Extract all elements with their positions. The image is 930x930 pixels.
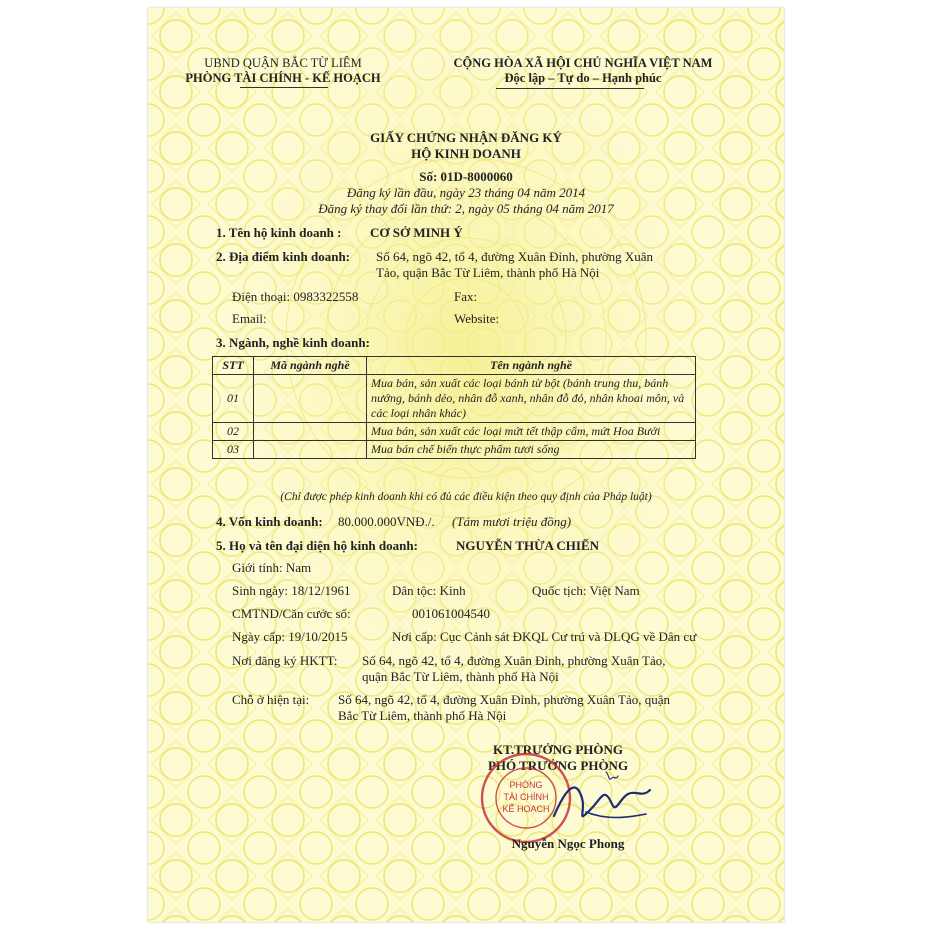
certificate-number: Số: 01D-8000060 [419, 169, 513, 184]
business-email: Email: [232, 311, 267, 326]
table-row [213, 375, 696, 423]
signer-name: Nguyễn Ngọc Phong [511, 836, 625, 851]
legal-condition-note: (Chỉ được phép kinh doanh khi có đủ các điều kiện theo quy định của Pháp luật) [280, 491, 652, 503]
column-header: Mã ngành nghề [254, 357, 367, 375]
id-issue-date: Ngày cấp: 19/10/2015 [232, 629, 348, 644]
row-stt: 03 [213, 441, 254, 459]
stamp-text-line2: TÀI CHÍNH [503, 792, 549, 802]
representative-name: NGUYỄN THỪA CHIẾN [456, 538, 600, 553]
handwritten-signature [546, 768, 656, 838]
row-code [254, 441, 367, 459]
country-motto: Độc lập – Tự do – Hạnh phúc [504, 71, 662, 85]
table-row [213, 423, 696, 441]
representative-ethnicity: Dân tộc: Kinh [392, 583, 466, 598]
registered-residence-line2: quận Bắc Từ Liêm, thành phố Hà Nội [362, 669, 559, 684]
business-address-line1: Số 64, ngõ 42, tổ 4, đường Xuân Đỉnh, phường Xuân [376, 249, 653, 264]
business-fax: Fax: [454, 289, 478, 304]
stamp-text-line3: KẾ HOẠCH [502, 804, 550, 814]
current-residence-line2: Bắc Từ Liêm, thành phố Hà Nội [338, 708, 507, 723]
representative-nationality: Quốc tịch: Việt Nam [532, 583, 640, 598]
stamp-text-line1: PHÒNG [509, 780, 543, 790]
id-number-value: 001061004540 [412, 606, 490, 621]
row-name: Mua bán, sản xuất các loại bánh từ bột (bánh trung thu, bánh nướng, bánh dẻo, nhân đỗ xanh, nhân đỗ đỏ, nhân khoai môn, và các loại nhân khác) [367, 375, 696, 423]
id-number-label: CMTND/Căn cước số: [232, 606, 351, 621]
certificate-page [148, 8, 784, 922]
motto-underline [496, 88, 644, 89]
table-header-row [213, 357, 696, 375]
change-registration-date: Đăng ký thay đổi lần thứ: 2, ngày 05 tháng 04 năm 2017 [318, 201, 614, 216]
registered-residence-line1: Số 64, ngõ 42, tổ 4, đường Xuân Đỉnh, phường Xuân Tảo, [362, 653, 666, 668]
capital-value: 80.000.000VNĐ./. [338, 514, 435, 529]
row-code [254, 423, 367, 441]
first-registration-date: Đăng ký lần đầu, ngày 23 tháng 04 năm 2014 [346, 185, 586, 200]
representative-dob: Sinh ngày: 18/12/1961 [232, 583, 351, 598]
table-row [213, 441, 696, 459]
column-header: Tên ngành nghề [367, 357, 696, 375]
agency-name: UBND QUẬN BẮC TỪ LIÊM [204, 56, 362, 70]
agency-department: PHÒNG TÀI CHÍNH - KẾ HOẠCH [185, 71, 381, 85]
document-title: GIẤY CHỨNG NHẬN ĐĂNG KÝ [370, 130, 562, 145]
capital-label: 4. Vốn kinh doanh: [216, 514, 323, 529]
business-address-line2: Tảo, quận Bắc Từ Liêm, thành phố Hà Nội [376, 265, 600, 280]
business-name-value: CƠ SỞ MINH Ý [370, 225, 463, 240]
country-name: CỘNG HÒA XÃ HỘI CHỦ NGHĨA VIỆT NAM [453, 56, 713, 70]
business-lines-label: 3. Ngành, nghề kinh doanh: [216, 335, 370, 350]
representative-gender: Giới tính: Nam [232, 560, 312, 575]
row-name: Mua bán chế biến thực phẩm tươi sống [367, 441, 696, 459]
row-name: Mua bán, sản xuất các loại mứt tết thập cẩm, mứt Hoa Bưởi [367, 423, 696, 441]
registered-residence-label: Nơi đăng ký HKTT: [232, 653, 338, 668]
business-website: Website: [454, 311, 500, 326]
document-subtitle: HỘ KINH DOANH [411, 146, 521, 161]
agency-underline [240, 87, 328, 88]
signer-position: PHÓ TRƯỞNG PHÒNG [487, 758, 629, 773]
business-location-label: 2. Địa điểm kinh doanh: [216, 249, 351, 264]
id-issue-place: Nơi cấp: Cục Cảnh sát ĐKQL Cư trú và DLQG về Dân cư [392, 629, 697, 644]
row-stt: 01 [213, 375, 254, 423]
business-lines-table [212, 356, 696, 459]
column-header: STT [213, 357, 254, 375]
current-residence-label: Chỗ ở hiện tại: [232, 692, 310, 707]
business-phone: Điện thoại: 0983322558 [232, 289, 359, 304]
capital-in-words: (Tám mươi triệu đồng) [452, 514, 572, 529]
row-code [254, 375, 367, 423]
row-stt: 02 [213, 423, 254, 441]
current-residence-line1: Số 64, ngõ 42, tổ 4, đường Xuân Đỉnh, phường Xuân Tảo, quận [338, 692, 670, 707]
signer-title: KT.TRƯỞNG PHÒNG [493, 742, 623, 757]
business-name-label: 1. Tên hộ kinh doanh : [216, 225, 342, 240]
representative-label: 5. Họ và tên đại diện hộ kinh doanh: [216, 538, 418, 553]
